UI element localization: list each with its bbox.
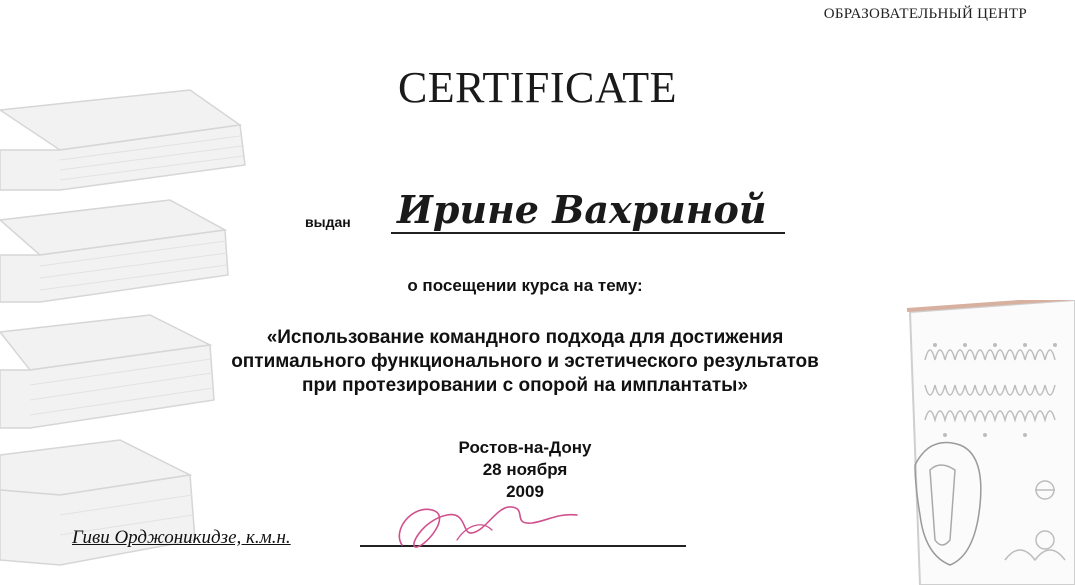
course-title: [120, 326, 930, 398]
course-title-line: при протезировании с опорой на имплантаты»: [302, 375, 748, 396]
recipient-underline: [391, 232, 785, 234]
course-intro: о посещении курса на тему:: [407, 276, 643, 295]
year: 2009: [506, 482, 544, 501]
date: 28 ноября: [482, 460, 568, 479]
course-title-line: оптимального функционального и эстетического результатов: [231, 351, 819, 372]
educational-center-label: ОБРАЗОВАТЕЛЬНЫЙ ЦЕНТР: [823, 6, 1027, 22]
recipient-name: Ирине Вахриной: [397, 187, 767, 232]
handwritten-signature: [372, 485, 592, 555]
issued-label: выдан: [305, 214, 351, 230]
signer-name: Гиви Орджоникидзе, к.м.н.: [72, 527, 291, 548]
city: Ростов-на-Дону: [458, 438, 592, 457]
signature-row: [72, 505, 692, 555]
course-title-line: «Использование командного подхода для достижения: [266, 327, 784, 348]
issued-to-row: [305, 180, 785, 240]
certificate-title: CERTIFICATE: [397, 63, 678, 112]
